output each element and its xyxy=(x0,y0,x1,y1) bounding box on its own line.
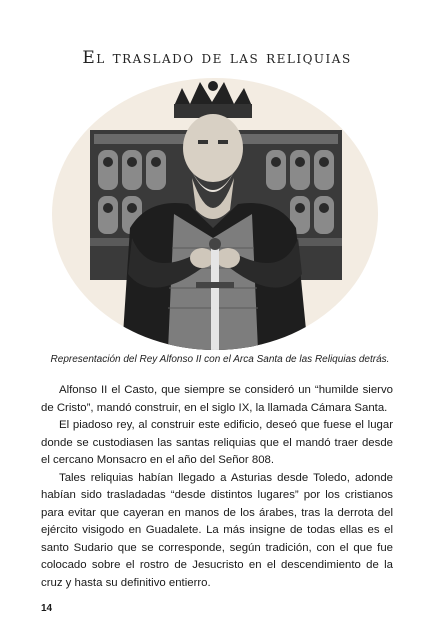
paragraph: El piadoso rey, al construir este edificio, deseó que fuese el lugar donde se custodiasen las santas reliquias que el mandó traer desde el cercano Monsacro en el año del Señor 808. xyxy=(41,419,393,466)
paragraph: Alfonso II el Casto, que siempre se consideró un “humilde siervo de Cristo”, mandó construir, en el siglo IX, la llamada Cámara Santa. xyxy=(41,384,393,414)
king-alfonso-illustration xyxy=(52,78,378,350)
illustration-caption: Representación del Rey Alfonso II con el Arca Santa de las Reliquias detrás. xyxy=(50,354,390,365)
page-number: 14 xyxy=(41,603,53,614)
page-title: El traslado de las reliquias xyxy=(82,48,352,68)
body-text xyxy=(41,382,393,592)
paragraph: Tales reliquias habían llegado a Asturias desde Toledo, adonde habían sido trasladadas “desde distintos lugares” por los cristianos para evitar que cayeran en manos de los árabes, tras la derrota del ejército visigodo en Guadalete. La más insigne de todas ellas es el santo Sudario que se corresponde, según tradición, con el que fue colocado sobre el rostro de Jesucristo en el descendimiento de la cruz y hasta su definitivo entierro. xyxy=(41,471,393,589)
